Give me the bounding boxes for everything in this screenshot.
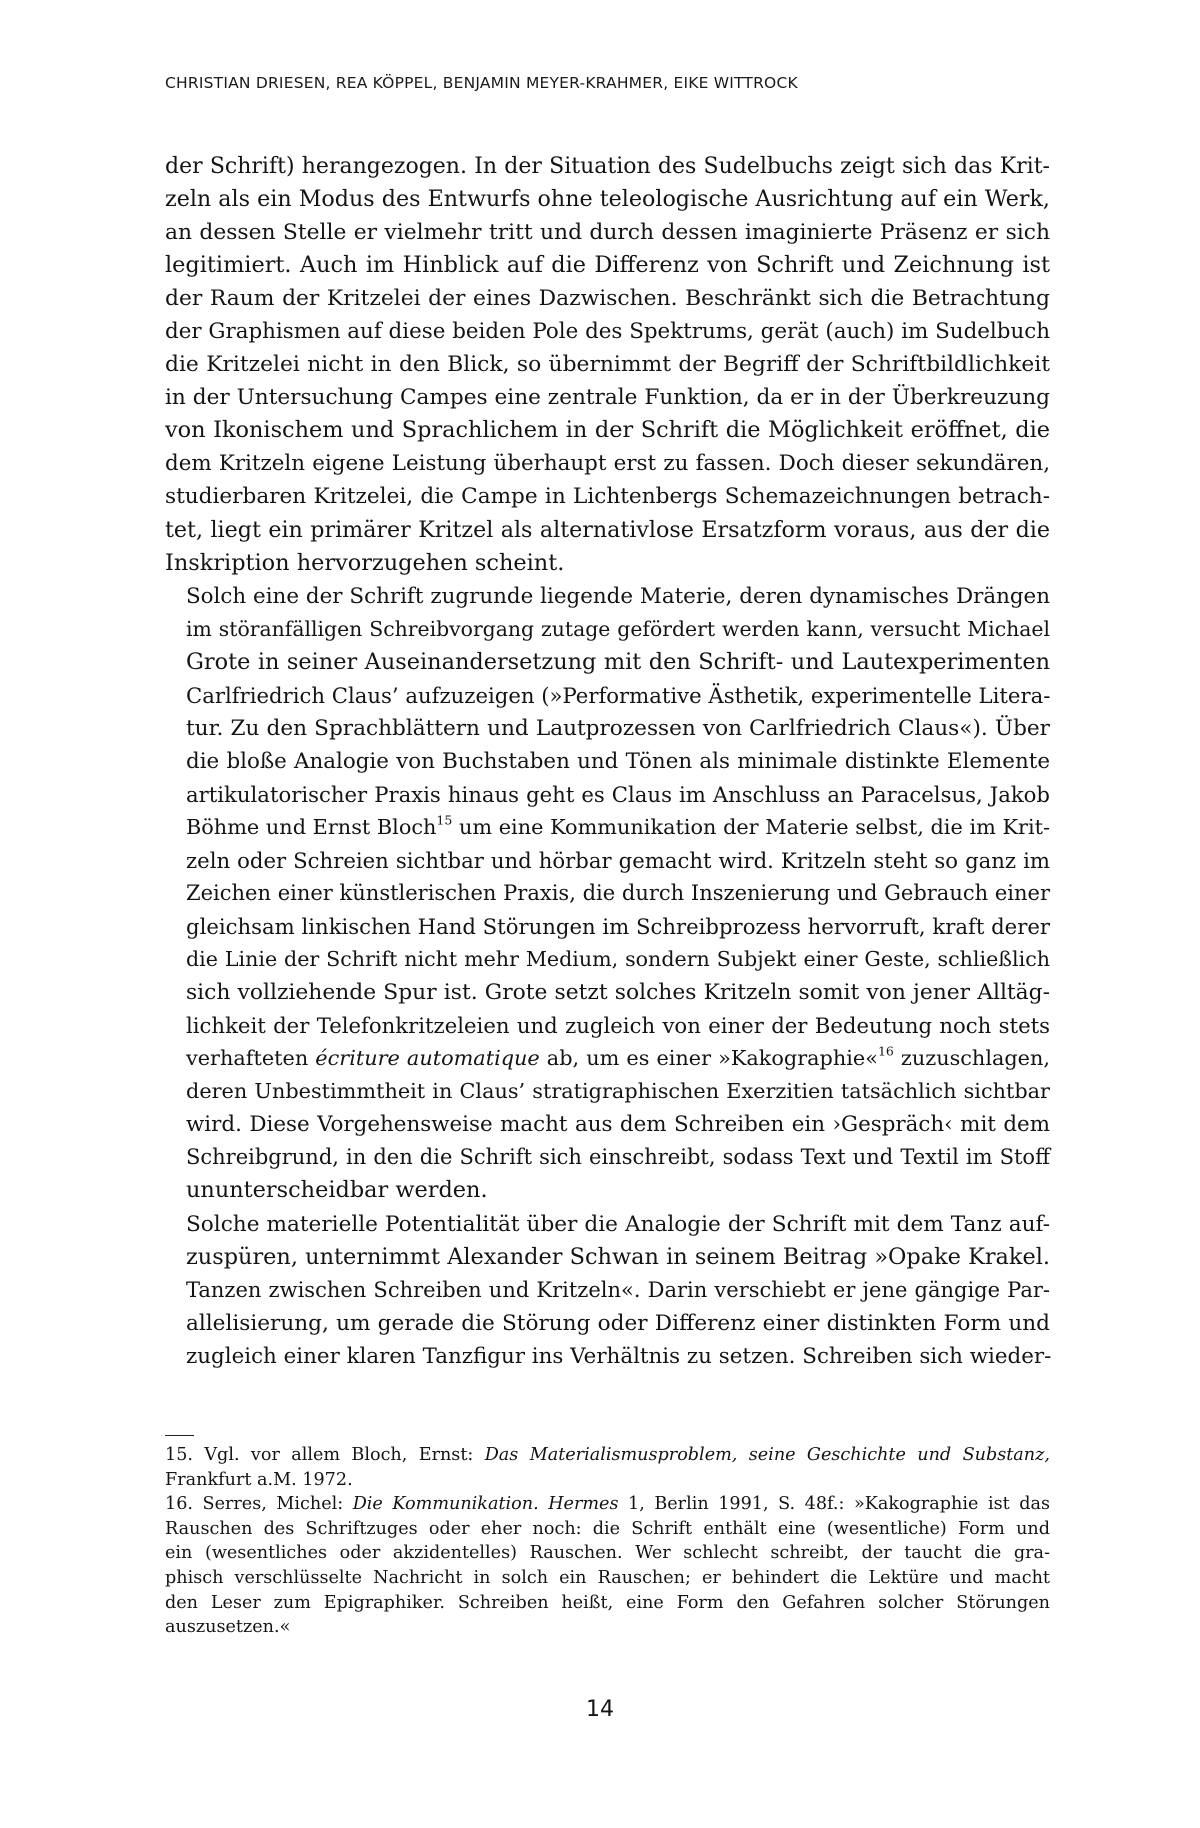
footnote-line: auszusetzen.« [165, 1617, 291, 1638]
page-number: 14 [586, 1697, 614, 1722]
text-line: von Ikonischem und Sprachlichem in der Schrift die Möglichkeit eröffnet, die [165, 417, 1050, 444]
text-line: Grote in seiner Auseinandersetzung mit den Schrift- und Lautexperimenten [186, 648, 1050, 675]
text-line: Solche materielle Potentialität über die Analogie der Schrift mit dem Tanz auf- [186, 1211, 1050, 1237]
paragraph-3 [165, 1208, 1050, 1373]
paragraph-1 [165, 150, 1050, 580]
footnote-ref-16[interactable]: 16 [877, 1043, 894, 1059]
text-segment: 16. Serres, Michel: [165, 1494, 353, 1515]
text-line: der Schrift) herangezogen. In der Situation des Sudelbuchs zeigt sich das Krit- [165, 154, 1050, 179]
footnote-16 [165, 1492, 1050, 1640]
text-line: ununterscheidbar werden. [186, 1177, 488, 1204]
text-segment: verhafteten [186, 1046, 316, 1071]
text-segment: ab, um es einer »Kakographie« [539, 1046, 878, 1071]
text-line: gleichsam linkischen Hand Störungen im Schreibprozess hervorruft, kraft derer [186, 914, 1050, 940]
text-segment: zuzuschlagen, [893, 1046, 1050, 1071]
footnote-line [165, 1492, 1050, 1517]
text-line: im störanfälligen Schreibvorgang zutage gefördert werden kann, versucht Michael [186, 616, 1050, 641]
footnote-line: ein (wesentliches oder akzidentelles) Rauschen. Wer schlecht schreibt, der taucht die gra- [165, 1543, 1050, 1564]
text-line: sich vollziehende Spur ist. Grote setzt solches Kritzeln somit von jener Alltäg- [186, 980, 1050, 1006]
paragraph-2 [165, 580, 1050, 1208]
text-line: zuspüren, unternimmt Alexander Schwan in seinem Beitrag »Opake Krakel. [186, 1243, 1050, 1270]
text-line: zeln oder Schreien sichtbar und hörbar gemacht wird. Kritzeln steht so ganz im [186, 847, 1050, 873]
text-line: lichkeit der Telefonkritzeleien und zugleich von einer der Bedeutung noch stets [186, 1013, 1050, 1039]
text-line: Carlfriedrich Claus’ aufzuzeigen (»Performative Ästhetik, experimentelle Litera- [186, 682, 1051, 708]
text-line: wird. Diese Vorgehensweise macht aus dem Schreiben ein ›Gespräch‹ mit dem [186, 1112, 1050, 1138]
text-line [165, 811, 1050, 844]
text-line: zugleich einer klaren Tanzfigur ins Verhältnis zu setzen. Schreiben sich wieder- [186, 1343, 1052, 1369]
text-line: an dessen Stelle er vielmehr tritt und durch dessen imaginierte Präsenz er sich [165, 220, 1050, 246]
footnote-line: Rauschen des Schriftzuges oder eher noch: die Schrift enthält eine (wesentliche) Form und [165, 1518, 1050, 1539]
footnote-separator [165, 1435, 194, 1436]
emphasis-text: Die Kommunikation. Hermes [352, 1494, 619, 1515]
text-line: Inskription hervorzugehen scheint. [165, 549, 565, 576]
text-line: zeln als ein Modus des Entwurfs ohne teleologische Ausrichtung auf ein Werk, [165, 186, 1050, 213]
text-line: tur. Zu den Sprachblättern und Lautprozessen von Carlfriedrich Claus«). Über [186, 715, 1050, 741]
text-line: die Kritzelei nicht in den Blick, so übernimmt der Begriff der Schriftbildlichkeit [165, 352, 1050, 378]
text-line: die Linie der Schrift nicht mehr Medium, sondern Subjekt einer Geste, schließlich [186, 947, 1050, 972]
text-line: artikulatorischer Praxis hinaus geht es Claus im Anschluss an Paracelsus, Jakob [186, 781, 1050, 807]
footnote-line: phisch verschlüsselte Nachricht in solch ein Rauschen; er behindert die Lektüre und macht [165, 1567, 1050, 1588]
text-line: Schreibgrund, in den die Schrift sich einschreibt, sodass Text und Textil im Stoff [186, 1145, 1050, 1170]
text-line: der Graphismen auf diese beiden Pole des Spektrums, gerät (auch) im Sudelbuch [165, 319, 1050, 345]
footnote-line: den Leser zum Epigraphiker. Schreiben heißt, eine Form den Gefahren solcher Störungen [165, 1592, 1050, 1613]
text-line: allelisierung, um gerade die Störung oder Differenz einer distinkten Form und [186, 1310, 1050, 1336]
text-line: Solch eine der Schrift zugrunde liegende Materie, deren dynamisches Drängen [186, 583, 1050, 609]
running-head: CHRISTIAN DRIESEN, REA KÖPPEL, BENJAMIN MEYER-KRAHMER, EIKE WITTROCK [165, 74, 798, 92]
text-line: die bloße Analogie von Buchstaben und Tönen als minimale distinkte Elemente [186, 748, 1050, 774]
text-line: legitimiert. Auch im Hinblick auf die Differenz von Schrift und Zeichnung ist [165, 252, 1050, 279]
text-segment: Böhme und Ernst Bloch [186, 814, 437, 839]
emphasis-text: écriture automatique [315, 1046, 540, 1071]
text-line: Tanzen zwischen Schreiben und Kritzeln«. Darin verschiebt er jene gängige Par- [186, 1277, 1050, 1302]
text-line: dem Kritzeln eigene Leistung überhaupt erst zu fassen. Doch dieser sekundären, [165, 451, 1050, 477]
emphasis-text: Das Materialismusproblem, seine Geschichte und Substanz, [484, 1445, 1050, 1465]
text-line: studierbaren Kritzelei, die Campe in Lichtenbergs Schemazeichnungen betrach- [165, 484, 1050, 510]
text-line: tet, liegt ein primärer Kritzel als alternativlose Ersatzform voraus, aus der die [165, 516, 1050, 543]
footnote-15 [165, 1443, 1050, 1492]
footnotes [165, 1443, 1050, 1640]
text-line [165, 1042, 1050, 1075]
footnote-ref-15[interactable]: 15 [436, 812, 453, 828]
text-line: deren Unbestimmtheit in Claus’ stratigraphischen Exerzitien tatsächlich sichtbar [186, 1079, 1050, 1104]
footnote-line [165, 1443, 1050, 1468]
text-line: der Raum der Kritzelei der eines Dazwischen. Beschränkt sich die Betrachtung [165, 286, 1050, 312]
text-line: in der Untersuchung Campes eine zentrale Funktion, da er in der Überkreuzung [165, 385, 1050, 411]
text-segment: 1, Berlin 1991, S. 48f.: »Kakographie ist das [618, 1494, 1050, 1515]
text-segment: um eine Kommunikation der Materie selbst, die im Krit- [452, 814, 1051, 839]
body-text [165, 150, 1050, 1373]
text-segment: 15. Vgl. vor allem Bloch, Ernst: [165, 1445, 485, 1465]
footnote-line: Frankfurt a.M. 1972. [165, 1469, 353, 1490]
text-line: Zeichen einer künstlerischen Praxis, die durch Inszenierung und Gebrauch einer [186, 881, 1050, 906]
